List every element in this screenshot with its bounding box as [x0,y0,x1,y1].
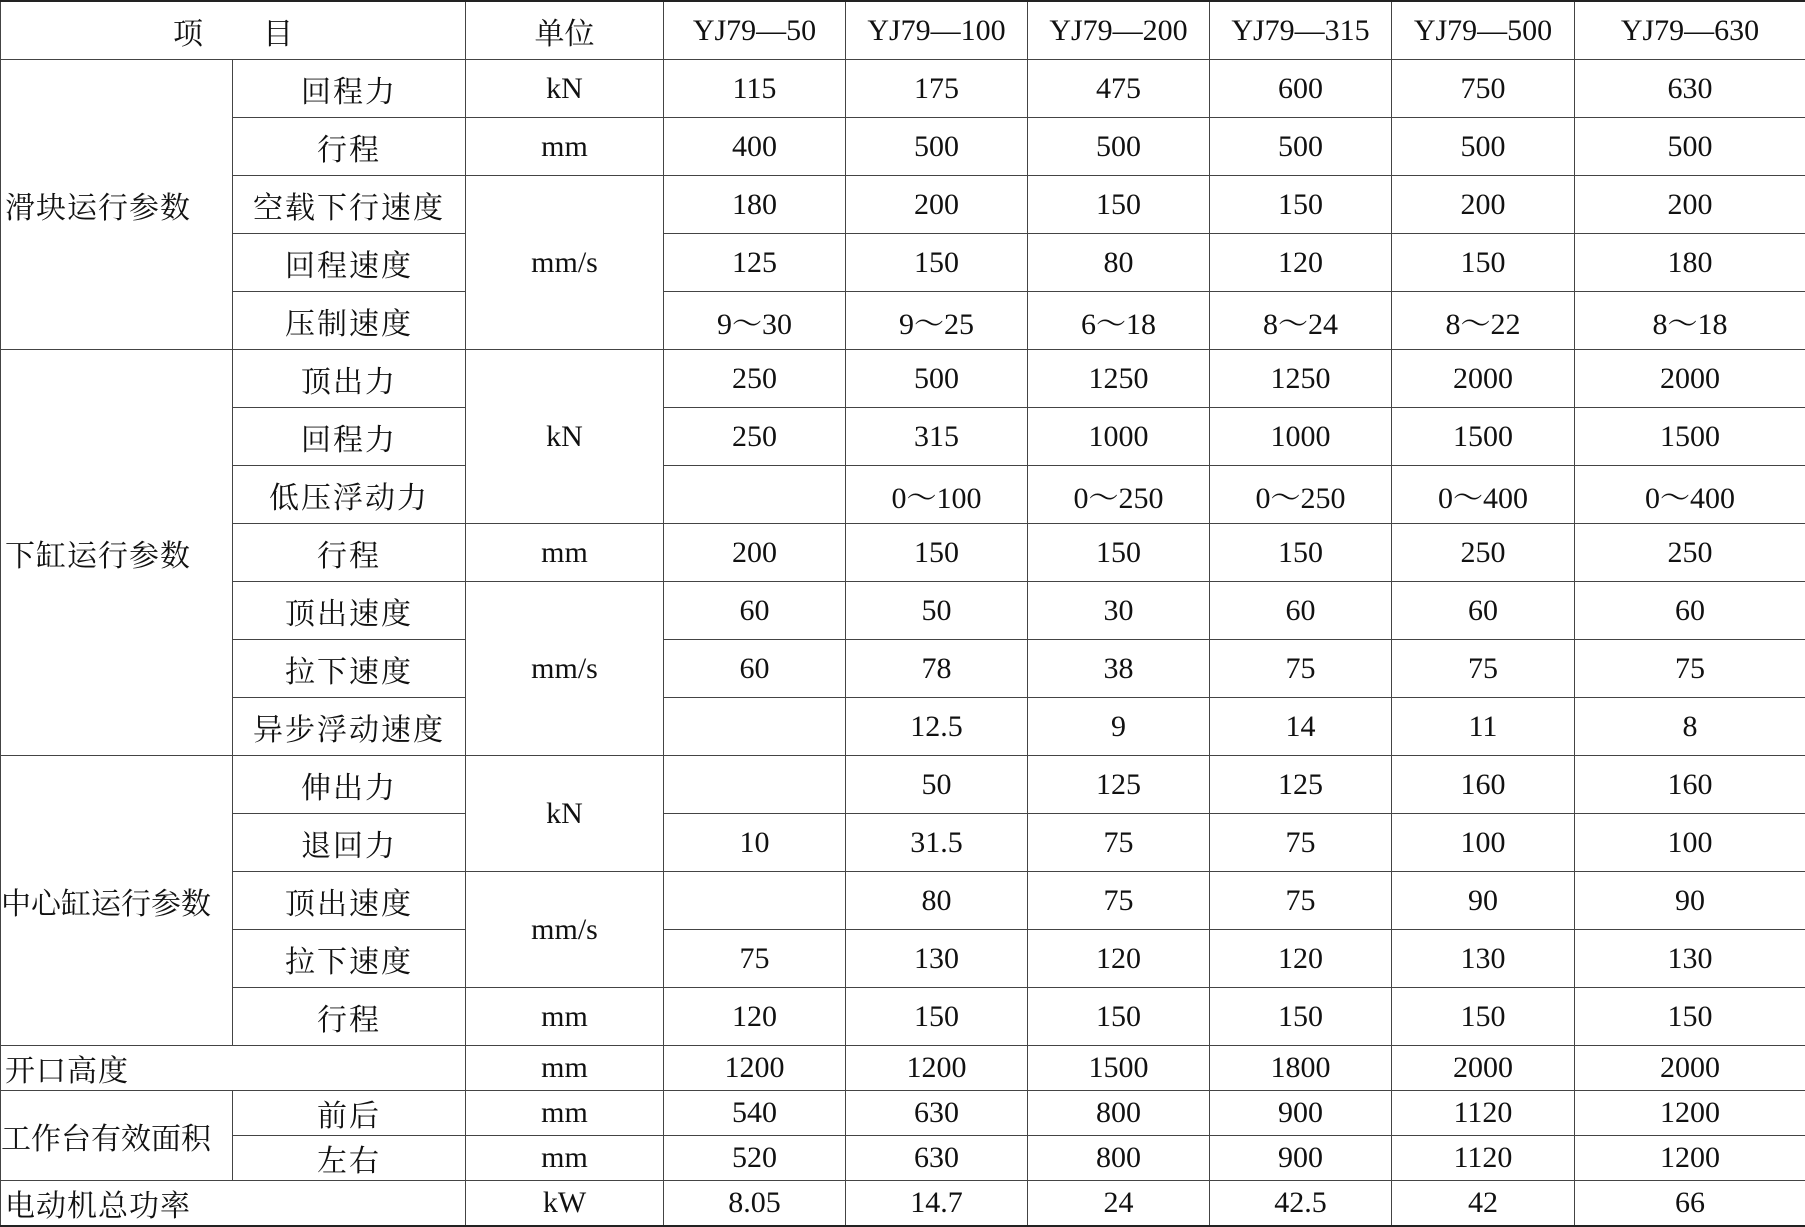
param-cell: 行程 [233,988,466,1046]
value-cell: 500 [846,118,1028,176]
value-cell: 8～24 [1210,292,1392,350]
table-row [1,1091,1805,1136]
param-cell: 回程力 [233,408,466,466]
table-row [1,176,1805,234]
group-label-center-cylinder: 中心缸运行参数 [1,756,233,1046]
value-cell: 500 [1028,118,1210,176]
value-cell [664,466,846,524]
value-cell: 180 [664,176,846,234]
value-cell: 1120 [1392,1136,1575,1181]
table-area-label: 工作台有效面积 [1,1091,233,1181]
unit-cell: kW [466,1181,664,1227]
value-cell: 42.5 [1210,1181,1392,1227]
table-row [1,408,1805,466]
table-row [1,1181,1805,1227]
group-label-slider: 滑块运行参数 [1,60,233,350]
value-cell: 75 [1028,872,1210,930]
param-cell: 顶出力 [233,350,466,408]
value-cell: 11 [1392,698,1575,756]
header-model-cell: YJ79—630 [1575,1,1805,60]
value-cell: 1200 [664,1046,846,1091]
param-cell: 拉下速度 [233,640,466,698]
unit-cell: mm/s [466,582,664,756]
value-cell: 500 [1392,118,1575,176]
value-cell: 200 [664,524,846,582]
param-cell: 行程 [233,118,466,176]
value-cell: 30 [1028,582,1210,640]
value-cell: 250 [1392,524,1575,582]
value-cell: 60 [1392,582,1575,640]
param-cell: 顶出速度 [233,872,466,930]
value-cell: 80 [1028,234,1210,292]
header-model-cell: YJ79—100 [846,1,1028,60]
value-cell: 150 [1028,524,1210,582]
header-model-cell: YJ79—50 [664,1,846,60]
value-cell: 9～25 [846,292,1028,350]
value-cell: 600 [1210,60,1392,118]
value-cell: 75 [1392,640,1575,698]
param-cell: 异步浮动速度 [233,698,466,756]
value-cell: 200 [1575,176,1805,234]
param-cell: 拉下速度 [233,930,466,988]
value-cell: 150 [1392,988,1575,1046]
value-cell: 75 [1210,872,1392,930]
param-cell: 前后 [233,1091,466,1136]
value-cell: 6～18 [1028,292,1210,350]
value-cell: 60 [664,640,846,698]
header-model-cell: YJ79—500 [1392,1,1575,60]
value-cell [664,872,846,930]
value-cell: 0～400 [1392,466,1575,524]
value-cell: 125 [1028,756,1210,814]
value-cell: 150 [1028,988,1210,1046]
opening-height-label: 开口高度 [1,1046,466,1091]
value-cell: 120 [1210,930,1392,988]
value-cell: 750 [1392,60,1575,118]
unit-cell: mm/s [466,176,664,350]
value-cell: 630 [846,1136,1028,1181]
value-cell: 50 [846,756,1028,814]
value-cell: 250 [1575,524,1805,582]
value-cell: 38 [1028,640,1210,698]
value-cell [664,756,846,814]
value-cell: 1200 [1575,1091,1805,1136]
param-cell: 压制速度 [233,292,466,350]
value-cell: 150 [1210,524,1392,582]
value-cell: 75 [1575,640,1805,698]
value-cell: 120 [1210,234,1392,292]
table-row [1,234,1805,292]
table-row [1,582,1805,640]
value-cell: 1250 [1028,350,1210,408]
value-cell: 1000 [1210,408,1392,466]
param-cell: 左右 [233,1136,466,1181]
unit-cell: mm [466,524,664,582]
value-cell: 10 [664,814,846,872]
value-cell: 520 [664,1136,846,1181]
value-cell: 400 [664,118,846,176]
value-cell: 120 [1028,930,1210,988]
value-cell: 14.7 [846,1181,1028,1227]
value-cell: 1500 [1028,1046,1210,1091]
table-row [1,350,1805,408]
value-cell: 75 [1210,814,1392,872]
param-cell: 伸出力 [233,756,466,814]
value-cell: 0～250 [1028,466,1210,524]
value-cell: 0～100 [846,466,1028,524]
value-cell: 75 [1210,640,1392,698]
value-cell: 1250 [1210,350,1392,408]
value-cell: 14 [1210,698,1392,756]
value-cell: 0～400 [1575,466,1805,524]
unit-cell: mm [466,1046,664,1091]
table-row [1,640,1805,698]
value-cell: 150 [1392,234,1575,292]
value-cell: 2000 [1392,350,1575,408]
table-row [1,1136,1805,1181]
value-cell: 150 [1210,988,1392,1046]
value-cell: 50 [846,582,1028,640]
value-cell: 500 [1210,118,1392,176]
value-cell: 540 [664,1091,846,1136]
unit-cell: mm/s [466,872,664,988]
table-row [1,872,1805,930]
value-cell: 8～22 [1392,292,1575,350]
table-row [1,988,1805,1046]
value-cell: 1500 [1575,408,1805,466]
value-cell: 160 [1392,756,1575,814]
param-cell: 低压浮动力 [233,466,466,524]
value-cell: 500 [846,350,1028,408]
value-cell: 315 [846,408,1028,466]
value-cell: 9 [1028,698,1210,756]
value-cell [664,698,846,756]
table-row [1,292,1805,350]
header-row [1,1,1805,60]
param-cell: 退回力 [233,814,466,872]
unit-cell: kN [466,350,664,524]
table-row [1,1046,1805,1091]
value-cell: 80 [846,872,1028,930]
value-cell: 66 [1575,1181,1805,1227]
value-cell: 150 [846,234,1028,292]
table-row [1,930,1805,988]
value-cell: 1200 [846,1046,1028,1091]
value-cell: 31.5 [846,814,1028,872]
value-cell: 75 [1028,814,1210,872]
header-unit-cell: 单位 [466,1,664,60]
value-cell: 90 [1575,872,1805,930]
value-cell: 250 [664,350,846,408]
value-cell: 60 [1575,582,1805,640]
value-cell: 42 [1392,1181,1575,1227]
motor-power-label: 电动机总功率 [1,1181,466,1227]
unit-cell: mm [466,1091,664,1136]
value-cell: 8 [1575,698,1805,756]
value-cell: 150 [846,524,1028,582]
header-model-cell: YJ79—315 [1210,1,1392,60]
value-cell: 900 [1210,1091,1392,1136]
value-cell: 125 [664,234,846,292]
value-cell: 150 [1575,988,1805,1046]
value-cell: 2000 [1575,1046,1805,1091]
value-cell: 175 [846,60,1028,118]
value-cell: 200 [1392,176,1575,234]
value-cell: 160 [1575,756,1805,814]
value-cell: 24 [1028,1181,1210,1227]
value-cell: 75 [664,930,846,988]
value-cell: 115 [664,60,846,118]
value-cell: 1800 [1210,1046,1392,1091]
unit-cell: mm [466,988,664,1046]
value-cell: 60 [664,582,846,640]
value-cell: 2000 [1392,1046,1575,1091]
unit-cell: mm [466,1136,664,1181]
unit-cell: mm [466,118,664,176]
table-row [1,756,1805,814]
unit-cell: kN [466,60,664,118]
value-cell: 125 [1210,756,1392,814]
param-cell: 回程力 [233,60,466,118]
value-cell: 8～18 [1575,292,1805,350]
value-cell: 100 [1392,814,1575,872]
table-row [1,814,1805,872]
unit-cell: kN [466,756,664,872]
value-cell: 90 [1392,872,1575,930]
value-cell: 1500 [1392,408,1575,466]
value-cell: 150 [846,988,1028,1046]
value-cell: 800 [1028,1091,1210,1136]
value-cell: 0～250 [1210,466,1392,524]
group-label-lower-cylinder: 下缸运行参数 [1,350,233,756]
value-cell: 150 [1210,176,1392,234]
table-row [1,524,1805,582]
table-row [1,466,1805,524]
value-cell: 12.5 [846,698,1028,756]
value-cell: 630 [1575,60,1805,118]
header-item-cell: 项 目 [1,1,466,60]
value-cell: 130 [1392,930,1575,988]
table-row [1,118,1805,176]
param-cell: 行程 [233,524,466,582]
param-cell: 回程速度 [233,234,466,292]
param-cell: 空载下行速度 [233,176,466,234]
value-cell: 78 [846,640,1028,698]
value-cell: 100 [1575,814,1805,872]
value-cell: 130 [1575,930,1805,988]
table-row [1,60,1805,118]
param-cell: 顶出速度 [233,582,466,640]
value-cell: 8.05 [664,1181,846,1227]
value-cell: 250 [664,408,846,466]
value-cell: 9～30 [664,292,846,350]
value-cell: 120 [664,988,846,1046]
value-cell: 1200 [1575,1136,1805,1181]
value-cell: 475 [1028,60,1210,118]
header-model-cell: YJ79—200 [1028,1,1210,60]
value-cell: 1120 [1392,1091,1575,1136]
table-row [1,698,1805,756]
value-cell: 150 [1028,176,1210,234]
value-cell: 630 [846,1091,1028,1136]
value-cell: 900 [1210,1136,1392,1181]
value-cell: 130 [846,930,1028,988]
value-cell: 800 [1028,1136,1210,1181]
value-cell: 180 [1575,234,1805,292]
value-cell: 2000 [1575,350,1805,408]
value-cell: 200 [846,176,1028,234]
value-cell: 500 [1575,118,1805,176]
value-cell: 60 [1210,582,1392,640]
value-cell: 1000 [1028,408,1210,466]
